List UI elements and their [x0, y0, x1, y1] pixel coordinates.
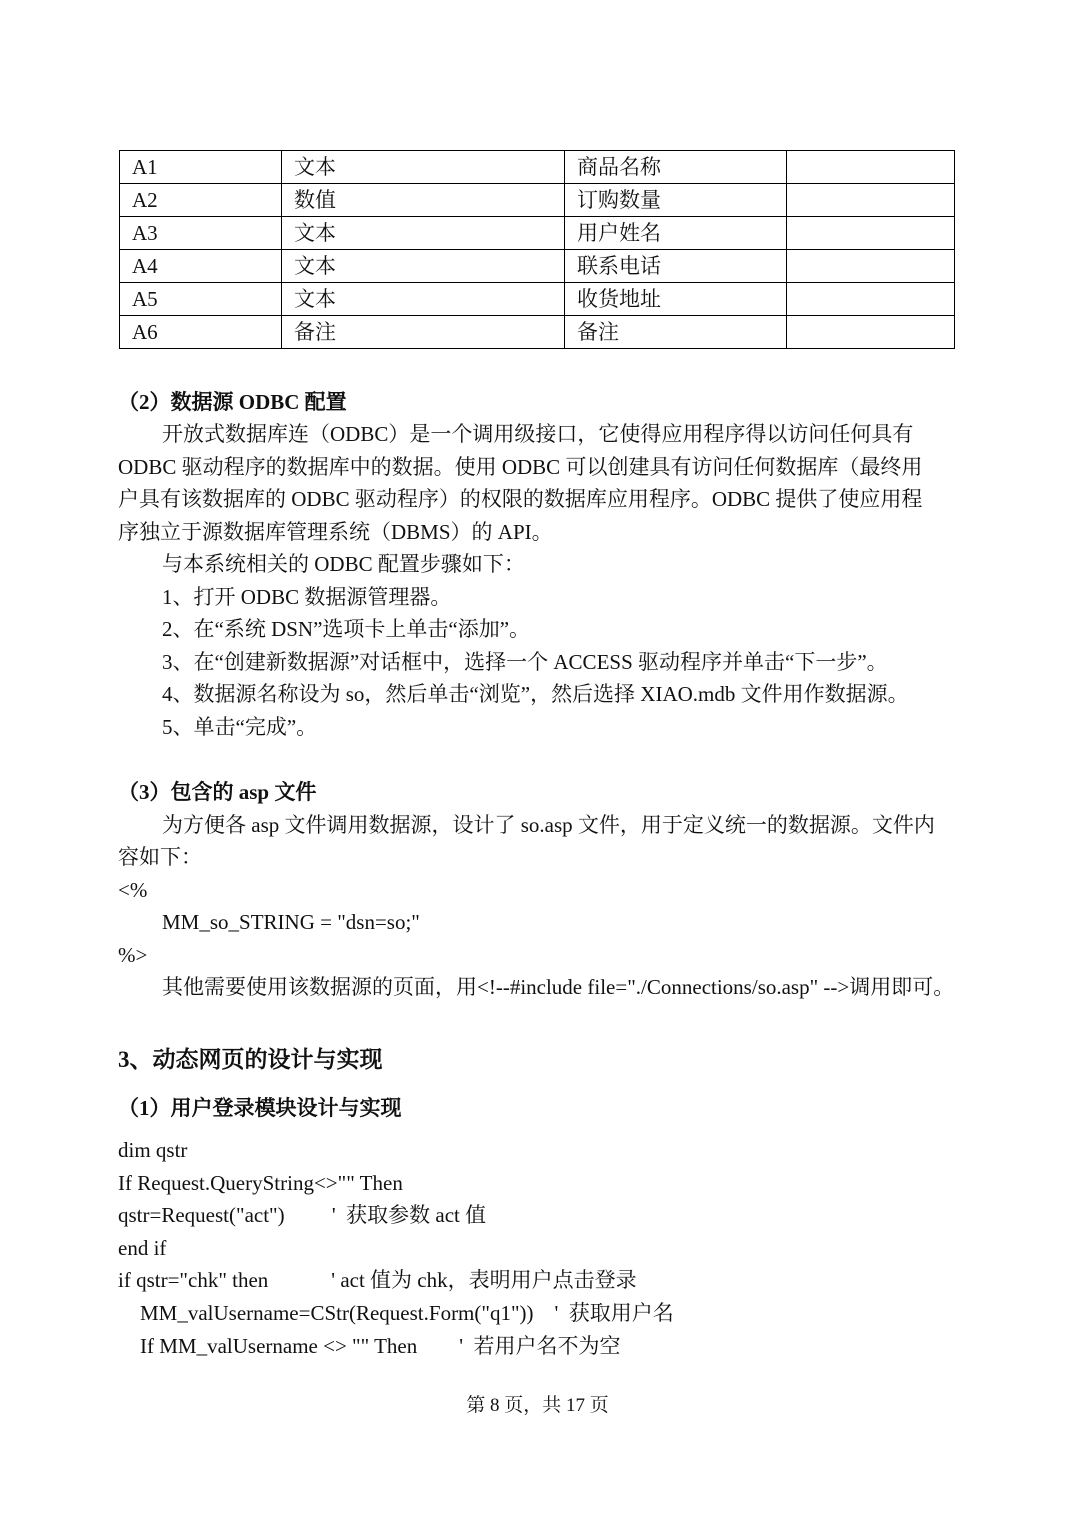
- table-cell: 备注: [282, 316, 565, 349]
- code-line: end if: [118, 1236, 167, 1260]
- table-cell: 订购数量: [565, 184, 787, 217]
- table-cell: A5: [120, 283, 282, 316]
- table-cell: [787, 184, 955, 217]
- table-cell: [787, 283, 955, 316]
- section-heading-asp: （3）包含的 asp 文件: [118, 780, 317, 804]
- table-cell: [787, 151, 955, 184]
- table-cell: 备注: [565, 316, 787, 349]
- table-cell: 文本: [282, 217, 565, 250]
- table-cell: [787, 250, 955, 283]
- page-footer: 第 8 页，共 17 页: [466, 1395, 609, 1416]
- usage-line: 其他需要使用该数据源的页面，用<!--#include file="./Connections/so.asp" -->调用即可。: [162, 975, 955, 999]
- table-cell: 文本: [282, 151, 565, 184]
- table-cell: A2: [120, 184, 282, 217]
- paragraph-line: 容如下：: [118, 845, 202, 869]
- table-cell: A1: [120, 151, 282, 184]
- step-item: 2、在“系统 DSN”选项卡上单击“添加”。: [162, 617, 531, 641]
- table-row: [120, 151, 955, 184]
- code-open: <%: [118, 878, 148, 902]
- table-cell: 数值: [282, 184, 565, 217]
- code-line: qstr=Request("act") ' 获取参数 act 值: [118, 1203, 487, 1227]
- code-line: if qstr="chk" then ' act 值为 chk，表明用户点击登录: [118, 1268, 637, 1292]
- paragraph-line: 为方便各 asp 文件调用数据源，设计了 so.asp 文件，用于定义统一的数据源。文件内: [162, 813, 935, 837]
- table-cell: 文本: [282, 250, 565, 283]
- steps-intro: 与本系统相关的 ODBC 配置步骤如下：: [162, 552, 525, 576]
- table-cell: A4: [120, 250, 282, 283]
- table-cell: 收货地址: [565, 283, 787, 316]
- table-cell: [787, 316, 955, 349]
- table-cell: 文本: [282, 283, 565, 316]
- field-table-body: [120, 151, 955, 349]
- table-row: [120, 217, 955, 250]
- table-cell: [787, 217, 955, 250]
- table-row: [120, 316, 955, 349]
- table-cell: 商品名称: [565, 151, 787, 184]
- step-item: 3、在“创建新数据源”对话框中，选择一个 ACCESS 驱动程序并单击“下一步”。: [162, 650, 888, 674]
- chapter-heading: 3、动态网页的设计与实现: [118, 1047, 383, 1072]
- table-cell: A6: [120, 316, 282, 349]
- table-row: [120, 184, 955, 217]
- paragraph-line: ODBC 驱动程序的数据库中的数据。使用 ODBC 可以创建具有访问任何数据库（最终用: [118, 455, 923, 479]
- table-row: [120, 250, 955, 283]
- table-cell: 用户姓名: [565, 217, 787, 250]
- code-line: MM_valUsername=CStr(Request.Form("q1")) ' 获取用户名: [140, 1301, 674, 1325]
- step-item: 4、数据源名称设为 so，然后单击“浏览”，然后选择 XIAO.mdb 文件用作数据源。: [162, 682, 909, 706]
- sub-heading-login: （1）用户登录模块设计与实现: [118, 1096, 402, 1120]
- paragraph-line: 序独立于源数据库管理系统（DBMS）的 API。: [118, 520, 553, 544]
- code-line: dim qstr: [118, 1138, 188, 1162]
- step-item: 5、单击“完成”。: [162, 715, 318, 739]
- table-row: [120, 283, 955, 316]
- paragraph-line: 开放式数据库连（ODBC）是一个调用级接口，它使得应用程序得以访问任何具有: [162, 422, 914, 446]
- code-close: %>: [118, 943, 148, 967]
- code-body: MM_so_STRING = "dsn=so;": [162, 910, 420, 934]
- field-table: [119, 150, 955, 349]
- section-heading-odbc: （2）数据源 ODBC 配置: [118, 390, 347, 414]
- step-item: 1、打开 ODBC 数据源管理器。: [162, 585, 452, 609]
- table-cell: 联系电话: [565, 250, 787, 283]
- code-line: If MM_valUsername <> "" Then ' 若用户名不为空: [140, 1334, 621, 1358]
- code-line: If Request.QueryString<>"" Then: [118, 1171, 403, 1195]
- table-cell: A3: [120, 217, 282, 250]
- paragraph-line: 户具有该数据库的 ODBC 驱动程序）的权限的数据库应用程序。ODBC 提供了使应用程: [118, 487, 923, 511]
